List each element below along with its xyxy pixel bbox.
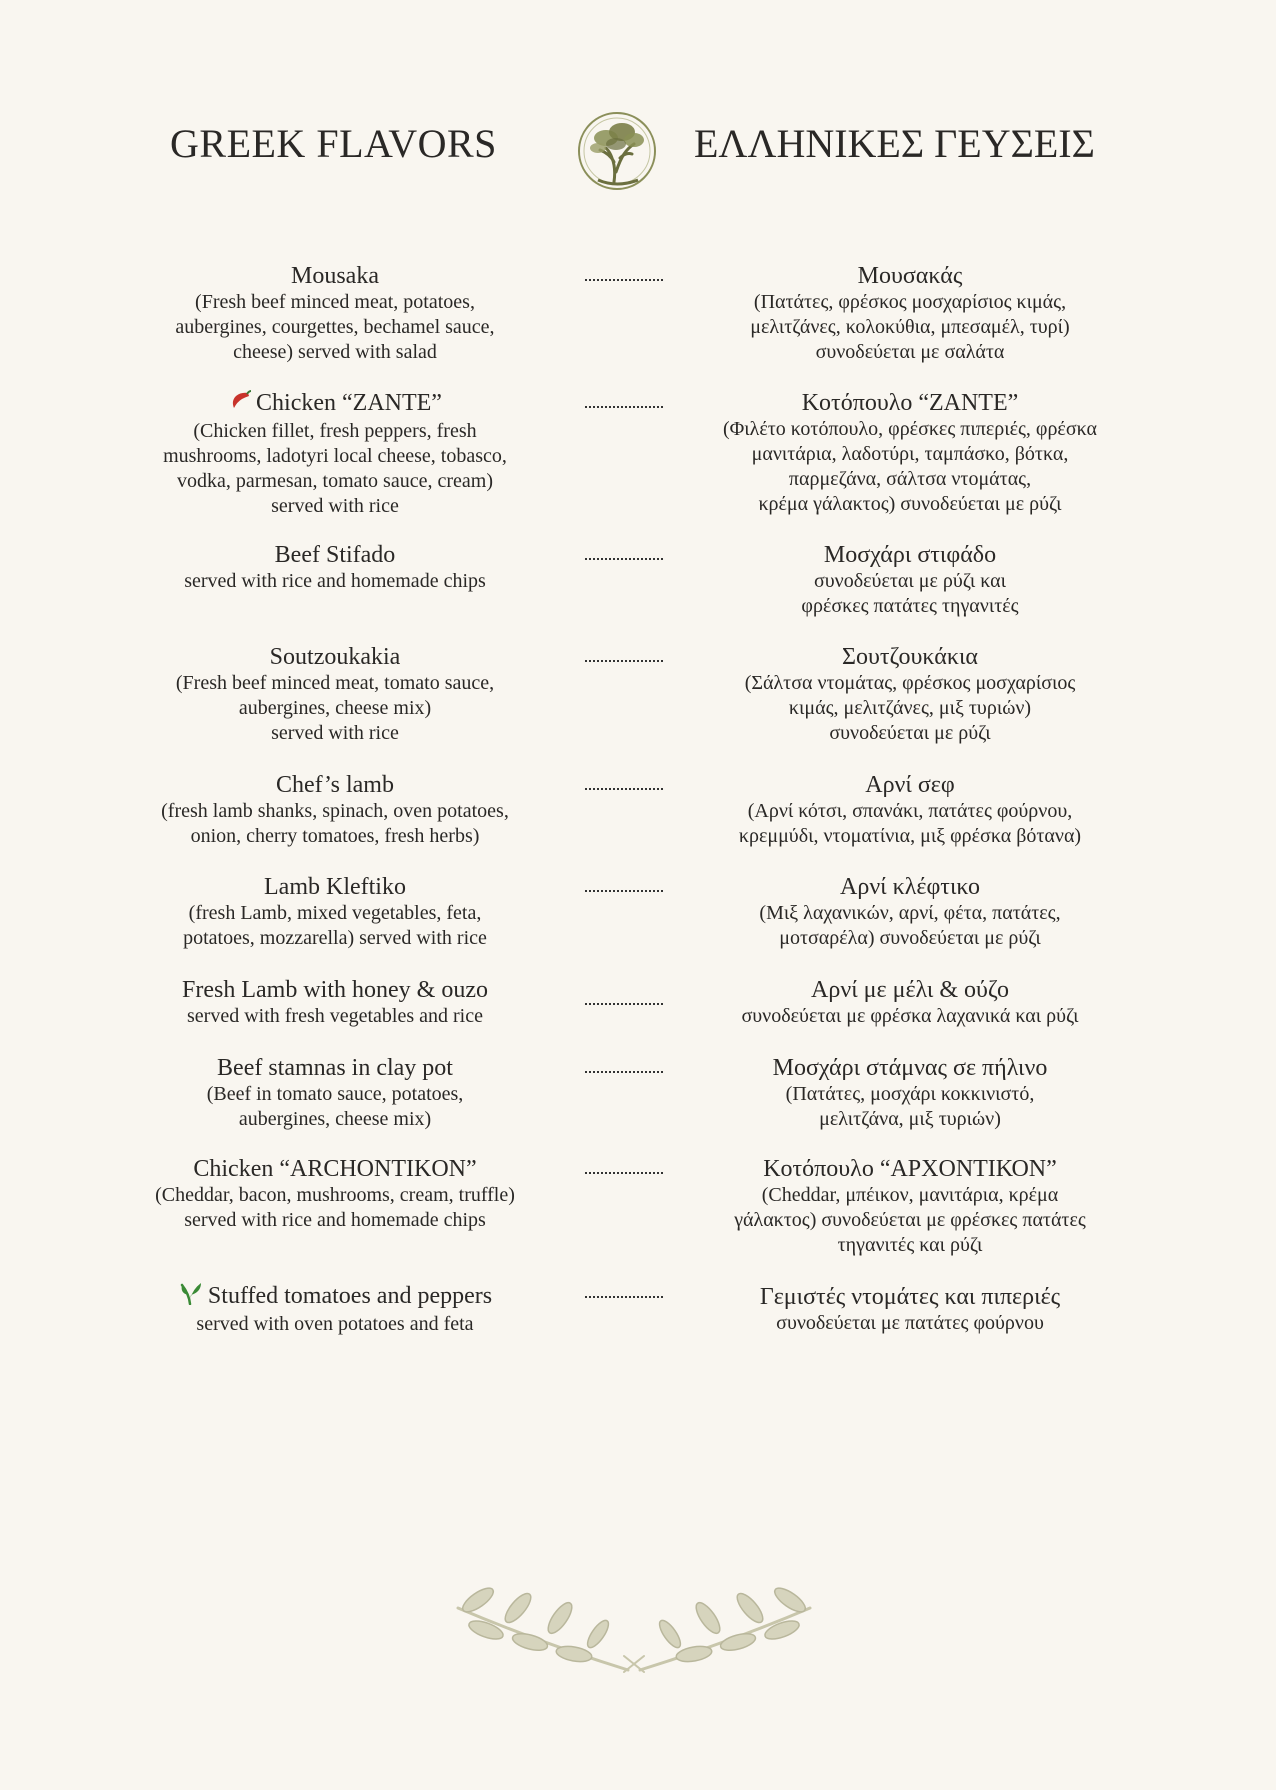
leader-dots [585, 1002, 663, 1005]
dish-name-gr: Κοτόπουλο “ZANTE” [801, 390, 1019, 416]
dish-row-beef-stifado [0, 541, 1276, 643]
dish-name-gr: Σουτζουκάκια [841, 644, 978, 670]
dish-name-gr: Αρνί σεφ [865, 772, 955, 798]
dish-english [100, 541, 570, 594]
dish-desc-gr: (Αρνί κότσι, σπανάκι, πατάτες φούρνου, κρεμμύδι, ντοματίνια, μιξ φρέσκα βότανα) [738, 800, 1082, 847]
dish-desc-gr: (Μιξ λαχανικών, αρνί, φέτα, πατάτες, μοτσαρέλα) συνοδεύεται με ρύζι [759, 902, 1061, 949]
dish-name-text: Chicken “ZANTE” [256, 390, 442, 416]
dish-name-gr: Αρνί κλέφτικο [840, 874, 980, 900]
dish-name-en: Beef Stifado [274, 542, 396, 568]
laurel-branch-icon [448, 1580, 820, 1640]
dish-greek [670, 771, 1150, 849]
dish-english [100, 873, 570, 951]
dish-row-stuffed-tomatoes [0, 1279, 1276, 1359]
dish-greek [670, 1155, 1150, 1258]
dish-desc-en: (Fresh beef minced meat, potatoes, aubergines, courgettes, bechamel sauce, cheese) served with salad [175, 291, 495, 363]
dish-list [0, 262, 1276, 1359]
dish-row-chicken-archontikon [0, 1155, 1276, 1279]
dish-greek [670, 873, 1150, 951]
dish-name-text: Stuffed tomatoes and peppers [207, 1283, 493, 1309]
dish-english [100, 1054, 570, 1132]
leader-dots [585, 659, 663, 662]
chili-pepper-icon [228, 390, 252, 419]
title-greek: ΕΛΛΗΝΙΚΕΣ ΓΕΥΣΕΙΣ [694, 121, 1095, 166]
leader-dots [585, 1070, 663, 1073]
dish-row-beef-stamnas [0, 1054, 1276, 1155]
dish-greek [670, 389, 1150, 517]
leader-dots [585, 787, 663, 790]
dish-row-lamb-honey-ouzo [0, 976, 1276, 1054]
dish-desc-gr: (Cheddar, μπέικον, μανιτάρια, κρέμα γάλακτος) συνοδεύεται με φρέσκες πατάτες τηγανιτές και ρύζι [734, 1184, 1086, 1256]
vegetarian-leaf-icon [178, 1279, 204, 1312]
leader-dots [585, 405, 663, 408]
dish-desc-en: served with oven potatoes and feta [196, 1313, 474, 1335]
dish-desc-en: (fresh lamb shanks, spinach, oven potatoes, onion, cherry tomatoes, fresh herbs) [161, 800, 509, 847]
title-english: GREEK FLAVORS [170, 121, 497, 166]
dish-english [100, 1155, 570, 1233]
olive-tree-logo-icon [576, 110, 658, 192]
dish-desc-en: served with fresh vegetables and rice [187, 1005, 483, 1027]
dish-desc-en: served with rice and homemade chips [184, 570, 486, 592]
dish-name-en: Soutzoukakia [269, 644, 401, 670]
dish-english [100, 771, 570, 849]
dish-name-gr: Μοσχάρι στάμνας σε πήλινο [772, 1055, 1048, 1081]
dish-row-chicken-zante [0, 389, 1276, 541]
dish-greek [670, 262, 1150, 365]
dish-name-en [100, 389, 570, 419]
dish-english [100, 262, 570, 365]
dish-desc-gr: συνοδεύεται με πατάτες φούρνου [776, 1312, 1044, 1334]
dish-name-gr: Αρνί με μέλι & ούζο [811, 977, 1009, 1003]
dish-desc-en: (Chicken fillet, fresh peppers, fresh mushrooms, ladotyri local cheese, tobasco, vodka, parmesan, tomato sauce, cream) served with rice [163, 420, 507, 517]
dish-row-lamb-kleftiko [0, 873, 1276, 976]
dish-greek [670, 643, 1150, 746]
dish-english [100, 389, 570, 519]
dish-desc-en: (Fresh beef minced meat, tomato sauce, aubergines, cheese mix) served with rice [175, 672, 495, 744]
dish-english [100, 976, 570, 1029]
leader-dots [585, 557, 663, 560]
dish-desc-gr: (Πατάτες, μοσχάρι κοκκινιστό, μελιτζάνα, μιξ τυριών) [785, 1083, 1035, 1130]
dish-name-en: Beef stamnas in clay pot [217, 1055, 453, 1081]
leader-dots [585, 889, 663, 892]
dish-name-en: Mousaka [291, 263, 379, 289]
dish-name-gr: Μουσακάς [857, 263, 963, 289]
dish-desc-gr: (Πατάτες, φρέσκος μοσχαρίσιος κιμάς, μελιτζάνες, κολοκύθια, μπεσαμέλ, τυρί) συνοδεύεται με σαλάτα [750, 291, 1070, 363]
dish-desc-gr: (Φιλέτο κοτόπουλο, φρέσκες πιπεριές, φρέσκα μανιτάρια, λαδοτύρι, ταμπάσκο, βότκα, παρμεζάνα, σάλτσα ντομάτας, κρέμα γάλακτος) συνοδεύεται με ρύζι [722, 418, 1097, 515]
dish-english [100, 643, 570, 746]
dish-row-chefs-lamb [0, 771, 1276, 873]
dish-name-gr: Κοτόπουλο “ΑΡΧΟΝΤΙΚΟΝ” [763, 1156, 1057, 1182]
dish-greek [670, 1054, 1150, 1132]
dish-row-soutzoukakia [0, 643, 1276, 771]
dish-name-en: Lamb Kleftiko [264, 874, 406, 900]
dish-greek [670, 541, 1150, 619]
dish-name-gr: Γεμιστές ντομάτες και πιπεριές [759, 1284, 1061, 1310]
dish-name-gr: Μοσχάρι στιφάδο [823, 542, 997, 568]
menu-header [0, 100, 1276, 210]
dish-name-en [100, 1279, 570, 1312]
dish-desc-gr: συνοδεύεται με φρέσκα λαχανικά και ρύζι [741, 1005, 1079, 1027]
dish-desc-gr: (Σάλτσα ντομάτας, φρέσκος μοσχαρίσιος κιμάς, μελιτζάνες, μιξ τυριών) συνοδεύεται με ρύζι [744, 672, 1076, 744]
leader-dots [585, 278, 663, 281]
dish-greek [670, 1283, 1150, 1336]
dish-desc-gr: συνοδεύεται με ρύζι και φρέσκες πατάτες τηγανιτές [801, 570, 1019, 617]
dish-name-en: Chef’s lamb [276, 772, 394, 798]
dish-name-en: Fresh Lamb with honey & ouzo [182, 977, 488, 1003]
dish-desc-en: (Cheddar, bacon, mushrooms, cream, truffle) served with rice and homemade chips [155, 1184, 515, 1231]
dish-english [100, 1279, 570, 1337]
dish-row-mousaka [0, 262, 1276, 389]
dish-greek [670, 976, 1150, 1029]
dish-desc-en: (Beef in tomato sauce, potatoes, aubergines, cheese mix) [206, 1083, 464, 1130]
dish-desc-en: (fresh Lamb, mixed vegetables, feta, potatoes, mozzarella) served with rice [183, 902, 487, 949]
dish-name-en: Chicken “ARCHONTIKON” [193, 1156, 477, 1182]
leader-dots [585, 1295, 663, 1298]
leader-dots [585, 1171, 663, 1174]
